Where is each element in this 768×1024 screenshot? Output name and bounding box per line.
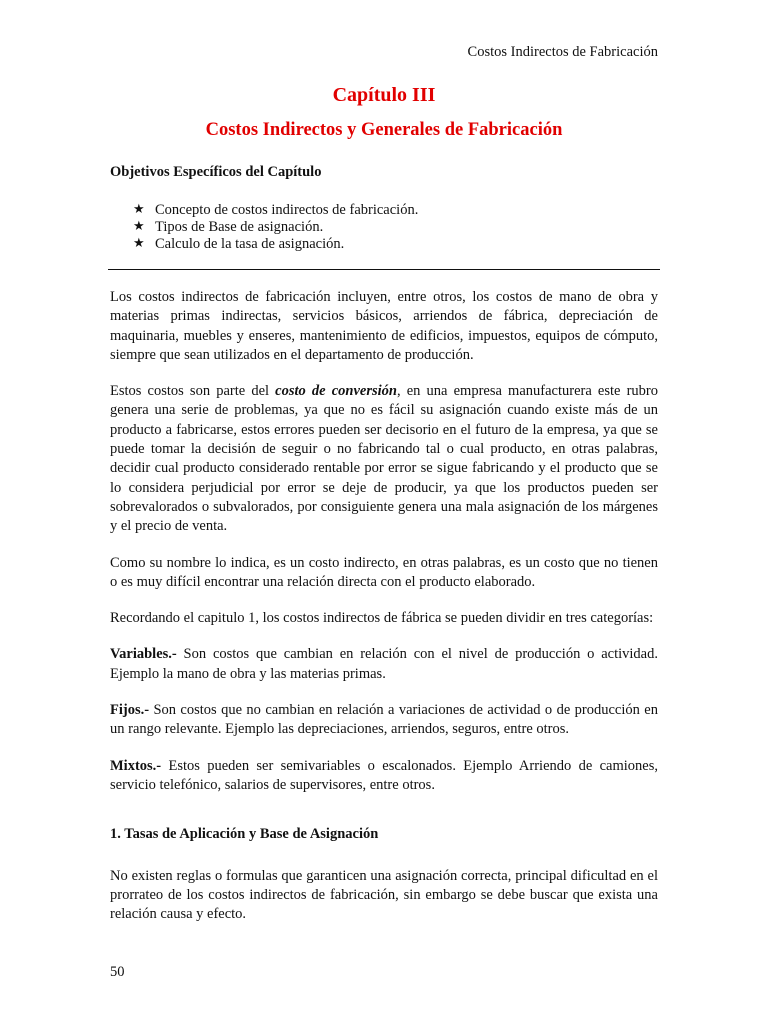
chapter-subtitle: Costos Indirectos y Generales de Fabricación xyxy=(205,120,563,140)
paragraph-conversion-cost xyxy=(110,382,658,536)
paragraph-variables xyxy=(110,645,658,684)
paragraph-indirect: Como su nombre lo indica, es un costo indirecto, en otras palabras, es un costo que no tienen o es muy difícil encontrar una relación directa con el producto elaborado. xyxy=(110,554,658,590)
objective-item xyxy=(133,236,418,253)
paragraph-fijos xyxy=(110,701,658,740)
objective-text: Tipos de Base de asignación. xyxy=(155,219,324,235)
running-header: Costos Indirectos de Fabricación xyxy=(467,44,658,60)
body-text xyxy=(110,288,658,924)
term-label: Fijos.- xyxy=(110,702,150,719)
term-definition: Estos pueden ser semivariables o escalonados. Ejemplo Arriendo de camiones, servicio telefónico, salarios de supervisores, entre otros. xyxy=(110,757,658,793)
objective-text: Concepto de costos indirectos de fabricación. xyxy=(155,202,419,218)
term-definition: Son costos que cambian en relación con el nivel de producción o actividad. Ejemplo la mano de obra y las materias primas. xyxy=(110,646,658,682)
objectives-list xyxy=(133,202,418,253)
paragraph-text: , en una empresa manufacturera este rubro genera una serie de problemas, ya que no es fácil su asignación cuando existe más de un producto a fabricarse, estos errores pueden ser decisorio en el futuro de la empresa, ya que se puede tomar la decisión de seguir o no fabricando tal o cual producto, en otras palabras, decidir cual producto considerado rentable por error se sigue fabricando y el producto que se lo considera perjudicial por error se deje de producir, ya que los productos pueden ser sobrevalorados o subvalorados, por consiguiente genera una mala asignación de los márgenes y el precio de venta. xyxy=(110,383,658,535)
paragraph-text: Estos costos son parte del xyxy=(110,383,276,400)
paragraph-mixtos xyxy=(110,757,658,796)
horizontal-divider xyxy=(108,269,660,270)
section-heading: 1. Tasas de Aplicación y Base de Asignación xyxy=(110,826,379,843)
star-bullet-icon: ★ xyxy=(133,219,145,234)
term-label: Mixtos.- xyxy=(110,757,162,774)
paragraph-intro: Los costos indirectos de fabricación incluyen, entre otros, los costos de mano de obra y materias primas indirectas, servicios básicos, arriendos de fábrica, depreciación de maquinaria, muebles y enseres, mantenimiento de edificios, impuestos, equipos de cómputo, siempre que sean utilizados en el departamento de producción. xyxy=(110,289,658,363)
paragraph-categories: Recordando el capitulo 1, los costos indirectos de fábrica se pueden dividir en tres categorías: xyxy=(110,610,654,627)
term-label: Variables.- xyxy=(110,646,177,663)
emphasis-term: costo de conversión xyxy=(275,383,397,400)
paragraph-section1: No existen reglas o formulas que garanticen una asignación correcta, principal dificultad en el prorrateo de los costos indirectos de fabricación, sin embargo se debe buscar que exista una relación causa y efecto. xyxy=(110,867,658,923)
objective-text: Calculo de la tasa de asignación. xyxy=(155,236,345,252)
page-number: 50 xyxy=(110,964,125,980)
objectives-heading: Objetivos Específicos del Capítulo xyxy=(110,164,322,180)
star-bullet-icon: ★ xyxy=(133,202,145,217)
star-bullet-icon: ★ xyxy=(133,236,145,251)
objective-item xyxy=(133,219,418,236)
term-definition: Son costos que no cambian en relación a variaciones de actividad o de producción en un rango relevante. Ejemplo las depreciaciones, arriendos, seguros, entre otros. xyxy=(110,702,658,738)
objective-item xyxy=(133,202,418,219)
chapter-title: Capítulo III xyxy=(332,84,436,106)
